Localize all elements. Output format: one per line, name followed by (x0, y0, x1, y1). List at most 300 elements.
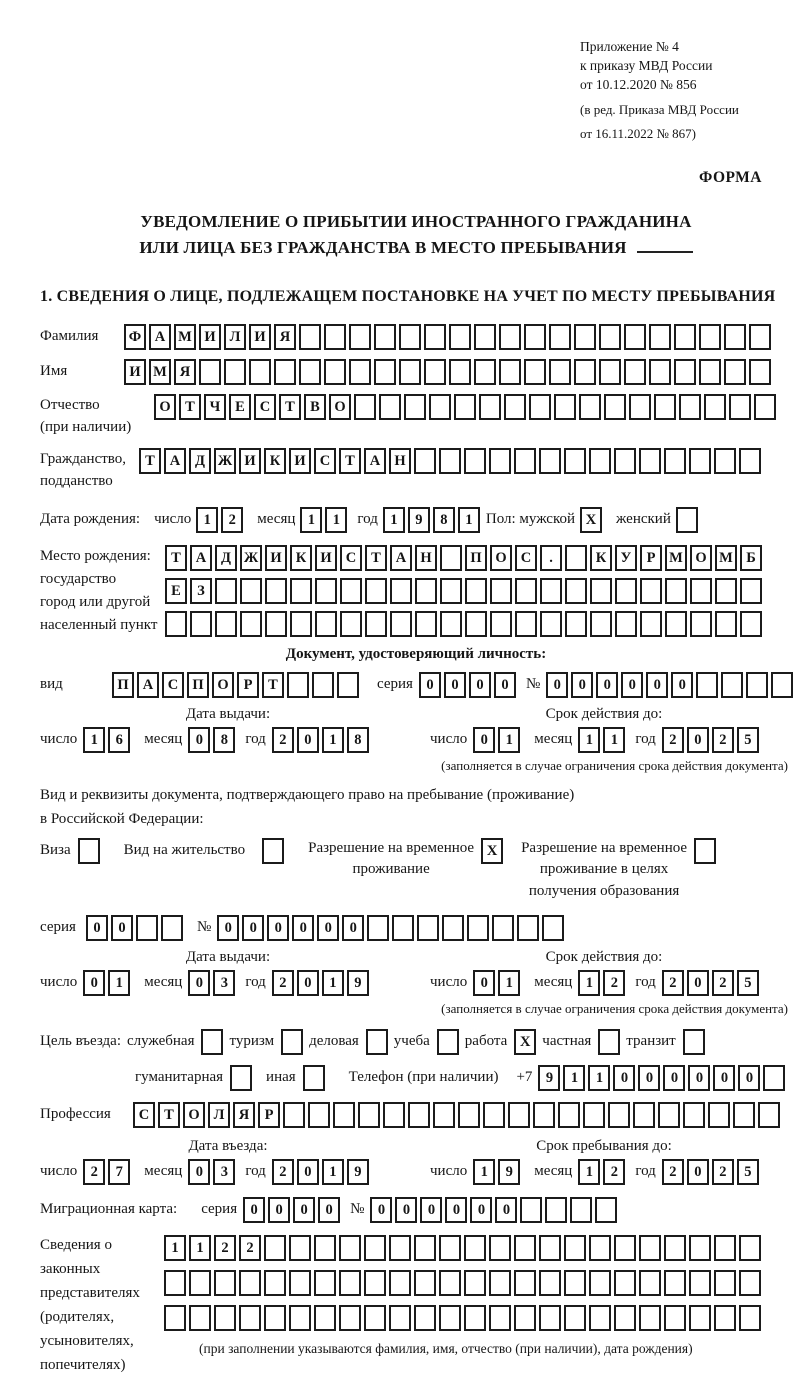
char-cell[interactable] (639, 1270, 661, 1296)
char-cell[interactable] (690, 578, 712, 604)
char-cell[interactable] (489, 1270, 511, 1296)
char-cell[interactable] (640, 611, 662, 637)
char-cell[interactable] (374, 324, 396, 350)
char-cell[interactable]: 8 (347, 727, 369, 753)
char-cell[interactable] (136, 915, 158, 941)
char-cell[interactable]: 1 (322, 1159, 344, 1185)
char-cell[interactable] (489, 1235, 511, 1261)
visa-checkbox[interactable] (78, 838, 100, 864)
char-cell[interactable]: 1 (563, 1065, 585, 1091)
char-cell[interactable] (740, 611, 762, 637)
char-cell[interactable] (464, 1270, 486, 1296)
char-cell[interactable] (399, 324, 421, 350)
char-cell[interactable] (299, 359, 321, 385)
char-cell[interactable]: 0 (217, 915, 239, 941)
char-cell[interactable]: 0 (687, 970, 709, 996)
char-cell[interactable] (545, 1197, 567, 1223)
char-cell[interactable]: 0 (663, 1065, 685, 1091)
char-cell[interactable] (239, 1305, 261, 1331)
char-cell[interactable] (504, 394, 526, 420)
char-cell[interactable] (364, 1305, 386, 1331)
char-cell[interactable] (524, 359, 546, 385)
char-cell[interactable]: Б (740, 545, 762, 571)
char-cell[interactable] (289, 1305, 311, 1331)
char-cell[interactable] (508, 1102, 530, 1128)
char-cell[interactable] (440, 611, 462, 637)
char-cell[interactable] (683, 1029, 705, 1055)
char-cell[interactable] (414, 1235, 436, 1261)
char-cell[interactable]: Ж (240, 545, 262, 571)
char-cell[interactable] (715, 578, 737, 604)
char-cell[interactable] (390, 611, 412, 637)
char-cell[interactable] (540, 611, 562, 637)
char-cell[interactable] (429, 394, 451, 420)
char-cell[interactable]: 7 (108, 1159, 130, 1185)
char-cell[interactable] (515, 578, 537, 604)
char-cell[interactable]: П (187, 672, 209, 698)
char-cell[interactable]: 0 (738, 1065, 760, 1091)
char-cell[interactable] (694, 838, 716, 864)
char-cell[interactable]: О (154, 394, 176, 420)
char-cell[interactable] (639, 1235, 661, 1261)
char-cell[interactable] (404, 394, 426, 420)
char-cell[interactable]: О (690, 545, 712, 571)
char-cell[interactable]: Л (224, 324, 246, 350)
char-cell[interactable]: 0 (318, 1197, 340, 1223)
char-cell[interactable] (699, 324, 721, 350)
char-cell[interactable]: 0 (370, 1197, 392, 1223)
char-cell[interactable]: 0 (638, 1065, 660, 1091)
char-cell[interactable]: 3 (213, 970, 235, 996)
char-cell[interactable] (714, 1270, 736, 1296)
char-cell[interactable] (366, 1029, 388, 1055)
official-checkbox[interactable] (201, 1029, 223, 1055)
char-cell[interactable]: С (133, 1102, 155, 1128)
char-cell[interactable]: Ж (214, 448, 236, 474)
char-cell[interactable]: П (112, 672, 134, 698)
char-cell[interactable]: 8 (213, 727, 235, 753)
char-cell[interactable] (424, 324, 446, 350)
char-cell[interactable] (708, 1102, 730, 1128)
char-cell[interactable]: М (149, 359, 171, 385)
char-cell[interactable] (665, 611, 687, 637)
char-cell[interactable] (614, 1305, 636, 1331)
char-cell[interactable]: С (340, 545, 362, 571)
char-cell[interactable] (340, 611, 362, 637)
char-cell[interactable]: 0 (445, 1197, 467, 1223)
char-cell[interactable]: З (190, 578, 212, 604)
char-cell[interactable]: 0 (395, 1197, 417, 1223)
char-cell[interactable] (589, 448, 611, 474)
char-cell[interactable]: И (289, 448, 311, 474)
char-cell[interactable] (499, 359, 521, 385)
char-cell[interactable] (314, 1305, 336, 1331)
char-cell[interactable] (583, 1102, 605, 1128)
char-cell[interactable] (308, 1102, 330, 1128)
char-cell[interactable] (676, 507, 698, 533)
char-cell[interactable] (489, 448, 511, 474)
char-cell[interactable]: 0 (469, 672, 491, 698)
char-cell[interactable]: 0 (111, 915, 133, 941)
char-cell[interactable] (290, 578, 312, 604)
char-cell[interactable] (649, 359, 671, 385)
char-cell[interactable]: 0 (419, 672, 441, 698)
char-cell[interactable]: Т (139, 448, 161, 474)
char-cell[interactable]: 1 (196, 507, 218, 533)
char-cell[interactable]: X (481, 838, 503, 864)
char-cell[interactable] (414, 1270, 436, 1296)
business-checkbox[interactable] (366, 1029, 388, 1055)
char-cell[interactable] (599, 359, 621, 385)
char-cell[interactable] (414, 1305, 436, 1331)
char-cell[interactable] (264, 1305, 286, 1331)
residence-permit-checkbox[interactable] (262, 838, 284, 864)
char-cell[interactable] (654, 394, 676, 420)
char-cell[interactable]: Т (339, 448, 361, 474)
char-cell[interactable]: 5 (737, 970, 759, 996)
char-cell[interactable] (763, 1065, 785, 1091)
char-cell[interactable] (674, 359, 696, 385)
char-cell[interactable] (604, 394, 626, 420)
char-cell[interactable]: 0 (495, 1197, 517, 1223)
char-cell[interactable]: 0 (86, 915, 108, 941)
char-cell[interactable]: П (465, 545, 487, 571)
char-cell[interactable] (199, 359, 221, 385)
char-cell[interactable]: М (715, 545, 737, 571)
char-cell[interactable] (624, 359, 646, 385)
char-cell[interactable] (299, 324, 321, 350)
char-cell[interactable] (714, 1305, 736, 1331)
char-cell[interactable] (240, 578, 262, 604)
char-cell[interactable]: Н (389, 448, 411, 474)
char-cell[interactable] (542, 915, 564, 941)
char-cell[interactable] (389, 1305, 411, 1331)
char-cell[interactable] (540, 578, 562, 604)
char-cell[interactable]: 0 (188, 1159, 210, 1185)
char-cell[interactable] (696, 672, 718, 698)
char-cell[interactable] (214, 1270, 236, 1296)
char-cell[interactable] (289, 1235, 311, 1261)
char-cell[interactable] (287, 672, 309, 698)
char-cell[interactable]: 1 (578, 970, 600, 996)
char-cell[interactable] (514, 1270, 536, 1296)
char-cell[interactable] (339, 1270, 361, 1296)
char-cell[interactable] (315, 578, 337, 604)
char-cell[interactable] (558, 1102, 580, 1128)
char-cell[interactable]: 0 (243, 1197, 265, 1223)
char-cell[interactable] (439, 1270, 461, 1296)
char-cell[interactable] (565, 611, 587, 637)
char-cell[interactable] (290, 611, 312, 637)
char-cell[interactable] (574, 324, 596, 350)
char-cell[interactable] (464, 1305, 486, 1331)
char-cell[interactable]: 1 (458, 507, 480, 533)
char-cell[interactable] (164, 1270, 186, 1296)
other-checkbox[interactable] (303, 1065, 325, 1091)
char-cell[interactable]: Е (229, 394, 251, 420)
char-cell[interactable] (589, 1305, 611, 1331)
char-cell[interactable] (314, 1270, 336, 1296)
char-cell[interactable] (589, 1270, 611, 1296)
char-cell[interactable]: В (304, 394, 326, 420)
char-cell[interactable]: А (390, 545, 412, 571)
char-cell[interactable] (265, 578, 287, 604)
char-cell[interactable] (449, 324, 471, 350)
char-cell[interactable] (715, 611, 737, 637)
char-cell[interactable]: А (149, 324, 171, 350)
char-cell[interactable] (539, 1305, 561, 1331)
char-cell[interactable] (365, 611, 387, 637)
char-cell[interactable] (683, 1102, 705, 1128)
char-cell[interactable]: Л (208, 1102, 230, 1128)
char-cell[interactable] (390, 578, 412, 604)
char-cell[interactable]: О (490, 545, 512, 571)
char-cell[interactable] (439, 448, 461, 474)
char-cell[interactable] (289, 1270, 311, 1296)
char-cell[interactable]: Р (258, 1102, 280, 1128)
char-cell[interactable]: Р (640, 545, 662, 571)
char-cell[interactable]: 9 (347, 1159, 369, 1185)
char-cell[interactable]: С (162, 672, 184, 698)
char-cell[interactable]: К (290, 545, 312, 571)
char-cell[interactable] (379, 394, 401, 420)
char-cell[interactable]: К (590, 545, 612, 571)
char-cell[interactable]: А (190, 545, 212, 571)
char-cell[interactable] (514, 1305, 536, 1331)
char-cell[interactable]: И (249, 324, 271, 350)
char-cell[interactable] (165, 611, 187, 637)
char-cell[interactable] (539, 448, 561, 474)
char-cell[interactable] (689, 448, 711, 474)
char-cell[interactable]: О (212, 672, 234, 698)
char-cell[interactable]: М (665, 545, 687, 571)
char-cell[interactable] (489, 1305, 511, 1331)
char-cell[interactable] (281, 1029, 303, 1055)
char-cell[interactable] (224, 359, 246, 385)
char-cell[interactable] (449, 359, 471, 385)
char-cell[interactable]: 0 (470, 1197, 492, 1223)
char-cell[interactable] (664, 1235, 686, 1261)
char-cell[interactable] (240, 611, 262, 637)
char-cell[interactable]: С (515, 545, 537, 571)
char-cell[interactable] (367, 915, 389, 941)
char-cell[interactable]: 9 (347, 970, 369, 996)
char-cell[interactable] (590, 578, 612, 604)
char-cell[interactable]: 0 (188, 727, 210, 753)
char-cell[interactable]: 1 (473, 1159, 495, 1185)
char-cell[interactable]: 0 (267, 915, 289, 941)
char-cell[interactable] (629, 394, 651, 420)
char-cell[interactable] (364, 1235, 386, 1261)
char-cell[interactable] (408, 1102, 430, 1128)
char-cell[interactable]: 2 (272, 1159, 294, 1185)
char-cell[interactable]: А (137, 672, 159, 698)
char-cell[interactable]: 0 (444, 672, 466, 698)
char-cell[interactable] (464, 448, 486, 474)
char-cell[interactable]: 0 (473, 727, 495, 753)
char-cell[interactable] (264, 1270, 286, 1296)
char-cell[interactable] (440, 578, 462, 604)
char-cell[interactable]: Т (365, 545, 387, 571)
char-cell[interactable]: 1 (300, 507, 322, 533)
char-cell[interactable]: Т (158, 1102, 180, 1128)
char-cell[interactable] (389, 1235, 411, 1261)
char-cell[interactable] (565, 545, 587, 571)
char-cell[interactable]: А (364, 448, 386, 474)
char-cell[interactable] (615, 611, 637, 637)
char-cell[interactable] (479, 394, 501, 420)
char-cell[interactable]: 0 (646, 672, 668, 698)
char-cell[interactable] (524, 324, 546, 350)
char-cell[interactable] (464, 1235, 486, 1261)
char-cell[interactable] (490, 611, 512, 637)
char-cell[interactable] (349, 324, 371, 350)
char-cell[interactable]: К (264, 448, 286, 474)
char-cell[interactable] (303, 1065, 325, 1091)
char-cell[interactable] (614, 1270, 636, 1296)
char-cell[interactable] (614, 1235, 636, 1261)
char-cell[interactable]: 1 (164, 1235, 186, 1261)
char-cell[interactable] (264, 1235, 286, 1261)
char-cell[interactable] (746, 672, 768, 698)
char-cell[interactable] (515, 611, 537, 637)
char-cell[interactable] (354, 394, 376, 420)
char-cell[interactable] (312, 672, 334, 698)
char-cell[interactable]: 2 (603, 970, 625, 996)
char-cell[interactable] (664, 1305, 686, 1331)
char-cell[interactable]: 0 (613, 1065, 635, 1091)
char-cell[interactable] (374, 359, 396, 385)
char-cell[interactable]: С (314, 448, 336, 474)
char-cell[interactable] (599, 324, 621, 350)
char-cell[interactable] (608, 1102, 630, 1128)
char-cell[interactable]: И (315, 545, 337, 571)
char-cell[interactable] (465, 578, 487, 604)
char-cell[interactable] (440, 545, 462, 571)
char-cell[interactable] (483, 1102, 505, 1128)
char-cell[interactable]: 1 (108, 970, 130, 996)
char-cell[interactable] (417, 915, 439, 941)
char-cell[interactable]: У (615, 545, 637, 571)
char-cell[interactable]: Н (415, 545, 437, 571)
char-cell[interactable] (639, 448, 661, 474)
char-cell[interactable]: Ч (204, 394, 226, 420)
char-cell[interactable]: 0 (292, 915, 314, 941)
char-cell[interactable] (315, 611, 337, 637)
char-cell[interactable]: 2 (662, 970, 684, 996)
char-cell[interactable] (389, 1270, 411, 1296)
char-cell[interactable]: Я (274, 324, 296, 350)
char-cell[interactable] (439, 1305, 461, 1331)
char-cell[interactable]: И (124, 359, 146, 385)
char-cell[interactable] (771, 672, 793, 698)
char-cell[interactable]: 1 (498, 970, 520, 996)
char-cell[interactable] (758, 1102, 780, 1128)
char-cell[interactable] (690, 611, 712, 637)
char-cell[interactable] (549, 324, 571, 350)
char-cell[interactable] (189, 1305, 211, 1331)
char-cell[interactable] (714, 448, 736, 474)
char-cell[interactable]: 0 (688, 1065, 710, 1091)
char-cell[interactable] (424, 359, 446, 385)
char-cell[interactable] (337, 672, 359, 698)
char-cell[interactable] (414, 448, 436, 474)
char-cell[interactable] (465, 611, 487, 637)
char-cell[interactable] (340, 578, 362, 604)
char-cell[interactable] (492, 915, 514, 941)
char-cell[interactable] (590, 611, 612, 637)
char-cell[interactable]: 2 (712, 727, 734, 753)
work-checkbox[interactable] (514, 1029, 536, 1055)
char-cell[interactable] (249, 359, 271, 385)
char-cell[interactable] (454, 394, 476, 420)
char-cell[interactable] (679, 394, 701, 420)
char-cell[interactable]: 9 (498, 1159, 520, 1185)
char-cell[interactable]: Т (262, 672, 284, 698)
char-cell[interactable]: Я (233, 1102, 255, 1128)
char-cell[interactable]: 0 (83, 970, 105, 996)
char-cell[interactable]: 0 (242, 915, 264, 941)
char-cell[interactable]: М (174, 324, 196, 350)
char-cell[interactable] (274, 359, 296, 385)
char-cell[interactable]: 2 (239, 1235, 261, 1261)
char-cell[interactable]: 8 (433, 507, 455, 533)
char-cell[interactable]: 0 (596, 672, 618, 698)
char-cell[interactable] (283, 1102, 305, 1128)
char-cell[interactable]: 5 (737, 727, 759, 753)
char-cell[interactable] (754, 394, 776, 420)
char-cell[interactable]: X (580, 507, 602, 533)
char-cell[interactable] (665, 578, 687, 604)
char-cell[interactable] (214, 1305, 236, 1331)
char-cell[interactable] (262, 838, 284, 864)
char-cell[interactable] (529, 394, 551, 420)
char-cell[interactable] (164, 1305, 186, 1331)
char-cell[interactable] (324, 324, 346, 350)
char-cell[interactable]: Я (174, 359, 196, 385)
char-cell[interactable] (439, 1235, 461, 1261)
char-cell[interactable]: 2 (272, 970, 294, 996)
char-cell[interactable]: И (265, 545, 287, 571)
char-cell[interactable]: 2 (662, 1159, 684, 1185)
rvp-edu-checkbox[interactable] (694, 838, 716, 864)
char-cell[interactable]: 5 (737, 1159, 759, 1185)
char-cell[interactable] (699, 359, 721, 385)
char-cell[interactable] (740, 578, 762, 604)
char-cell[interactable]: 0 (494, 672, 516, 698)
study-checkbox[interactable] (437, 1029, 459, 1055)
char-cell[interactable]: 1 (498, 727, 520, 753)
char-cell[interactable]: 1 (322, 970, 344, 996)
char-cell[interactable] (437, 1029, 459, 1055)
char-cell[interactable] (658, 1102, 680, 1128)
char-cell[interactable] (721, 672, 743, 698)
char-cell[interactable] (415, 578, 437, 604)
char-cell[interactable]: И (239, 448, 261, 474)
char-cell[interactable] (689, 1270, 711, 1296)
char-cell[interactable]: 1 (578, 1159, 600, 1185)
char-cell[interactable] (564, 1305, 586, 1331)
char-cell[interactable] (739, 1235, 761, 1261)
char-cell[interactable]: 6 (108, 727, 130, 753)
char-cell[interactable] (589, 1235, 611, 1261)
char-cell[interactable]: 0 (342, 915, 364, 941)
char-cell[interactable] (664, 1270, 686, 1296)
char-cell[interactable] (549, 359, 571, 385)
char-cell[interactable] (349, 359, 371, 385)
char-cell[interactable] (499, 324, 521, 350)
char-cell[interactable] (339, 1305, 361, 1331)
